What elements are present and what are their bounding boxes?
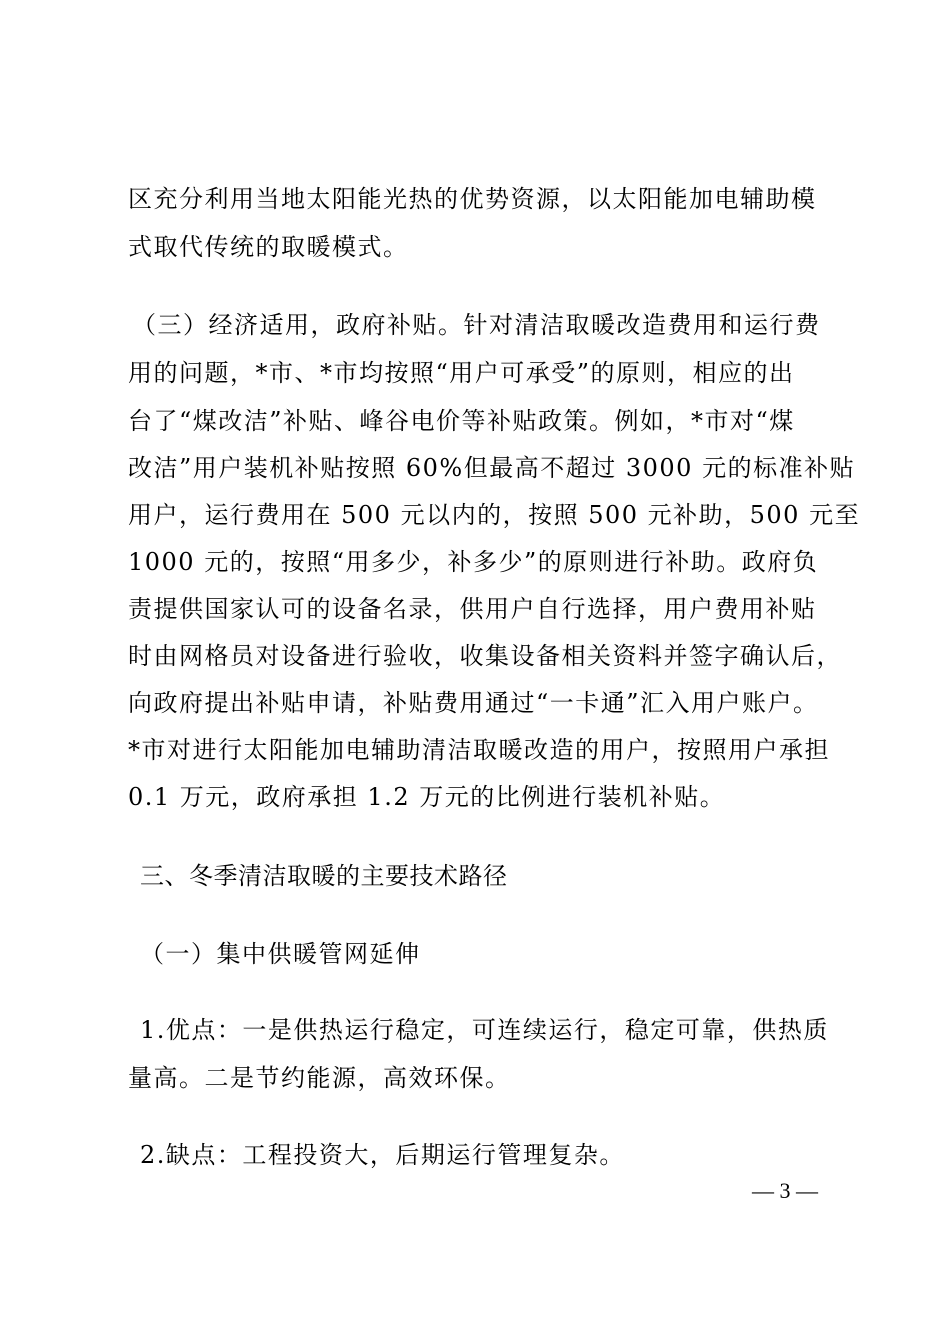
text-line: （三）经济适用，政府补贴。针对清洁取暖改造费用和运行费 bbox=[132, 311, 821, 339]
text-line: 1.优点：一是供热运行稳定，可连续运行，稳定可靠，供热质 bbox=[140, 1016, 829, 1044]
text-line: *市对进行太阳能加电辅助清洁取暖改造的用户，按照用户承担 bbox=[128, 736, 830, 764]
text-line: 0.1 万元，政府承担 1.2 万元的比例进行装机补贴。 bbox=[128, 783, 726, 811]
text-line: 改洁”用户装机补贴按照 60%但最高不超过 3000 元的标准补贴 bbox=[128, 454, 856, 482]
text-line: 2.缺点：工程投资大，后期运行管理复杂。 bbox=[140, 1141, 625, 1169]
text-line: 用户，运行费用在 500 元以内的，按照 500 元补助，500 元至 bbox=[128, 501, 861, 529]
text-line: 式取代传统的取暖模式。 bbox=[128, 233, 409, 261]
text-line: 用的问题，*市、*市均按照“用户可承受”的原则，相应的出 bbox=[128, 359, 795, 387]
text-line: 向政府提出补贴申请，补贴费用通过“一卡通”汇入用户账户。 bbox=[128, 689, 819, 717]
text-line: 时由网格员对设备进行验收，收集设备相关资料并签字确认后， bbox=[128, 642, 842, 670]
subsection-heading: （一）集中供暖管网延伸 bbox=[140, 940, 421, 968]
text-line: 量高。二是节约能源，高效环保。 bbox=[128, 1064, 511, 1092]
text-line: 责提供国家认可的设备名录，供用户自行选择，用户费用补贴 bbox=[128, 595, 817, 623]
text-line: 1000 元的，按照“用多少，补多少”的原则进行补助。政府负 bbox=[128, 548, 819, 576]
text-line: 台了“煤改洁”补贴、峰谷电价等补贴政策。例如，*市对“煤 bbox=[128, 407, 795, 435]
page-number: — 3 — bbox=[752, 1178, 818, 1203]
section-heading: 三、冬季清洁取暖的主要技术路径 bbox=[140, 862, 508, 890]
text-line: 区充分利用当地太阳能光热的优势资源，以太阳能加电辅助模 bbox=[128, 185, 817, 213]
